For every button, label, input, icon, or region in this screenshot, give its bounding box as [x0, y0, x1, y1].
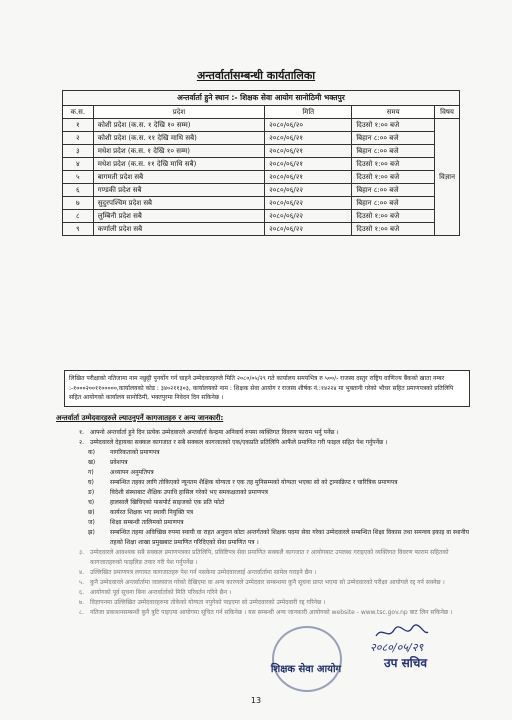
list-item: ६. आयोगको पूर्व सूचना बिना अन्तर्वार्ताको मिति परिवर्तन गरिने छैन ।	[78, 589, 232, 596]
recheck-notice: लिखित परीक्षाको नतिजामा नाम नछुट्टी पुनर्योग गर्न चाहने उम्मेदवारहरुले मिति २०८०/०५/२९ गते कार्यालय समयभित्र रु ५००/- राजस्व दस्तुर राष्ट्रिय वाणिज्य बैंकको खाता नम्बर :-१०००२००११०००००,कार्यालयको कोड : ३४०२११३०३, कार्यालयको नाम : शिक्षक सेवा आयोग र राजस्व शीर्षक नं.:१४२२४ मा भुक्तानी गरेको भौचर सहित प्रमाणपत्रको प्रतिलिपि सहित आयोगको कार्यालय सानोठिमी, भक्तपुरमा निवेदन दिन सकिनेछ ।	[64, 370, 470, 407]
sub-list-item: क) नागरिकताको प्रमाणपत्र	[88, 449, 160, 456]
signature-date: २०८०/०५/२९	[370, 641, 424, 654]
signatory-title: उप सचिव	[384, 656, 428, 670]
list-item: ७. विज्ञापनमा उल्लिखित उम्मेदवारहरुमा तोकेको योग्यता नपुगेको पाइएमा सो उम्मेदवारको उम्मेदवारी रद्द गरिनेछ ।	[78, 599, 326, 606]
cell-date: २०८०/०६/२२	[265, 210, 352, 223]
cell-sn: ३	[63, 145, 94, 158]
cell-subject: विज्ञान	[435, 119, 460, 236]
cell-province: कोशी प्रदेश (क.स. ११ देखि माथि सबै)	[93, 132, 264, 145]
cell-time: दिउसो १:०० बजे	[352, 223, 435, 236]
table-row	[63, 197, 460, 210]
list-item: ५. कुनै उम्मेदवारले अन्तर्वार्तामा जालसाज गरेको देखिएमा वा अन्य कारणले उम्मेदवार सम्बन्धमा कुनै सूचना प्राप्त भएमा सो उम्मेदवारको परीक्षा आयोगले रद्द गर्न सक्नेछ ।	[78, 579, 445, 586]
list-item: ४. उल्लिखित प्रमाणपत्र लगायत कागजातहरु पेश गर्न नसकेमा उम्मेदवारलाई अन्तर्वार्तामा सामेल गराइने छैन ।	[78, 569, 317, 576]
cell-date: २०८०/०६/२२	[265, 197, 352, 210]
section-heading: अन्तर्वार्ता उम्मेदवारहरुले ल्याउनुपर्ने कागजातहरु र अन्य जानकारी:	[56, 414, 224, 422]
sub-list-item: ज) शिक्षा सम्बन्धी तालिमको प्रमाणपत्र	[88, 519, 184, 526]
table-row	[63, 184, 460, 197]
cell-sn: ६	[63, 184, 94, 197]
list-item: ८. नतिजा प्रकाशनसम्बन्धी कुनै त्रुटि पाइएमा आयोगमा सूचित गर्न सकिनेछ । यस सम्बन्धी अन्य जानकारी आयोगको website - www.tsc.gov.np बाट लिन सकिनेछ ।	[78, 609, 453, 616]
cell-date: २०८०/०६/२०	[265, 119, 352, 132]
cell-sn: ५	[63, 171, 94, 184]
cell-date: २०८०/०६/२१	[265, 132, 352, 145]
cell-time: दिउसो १:०० बजे	[352, 171, 435, 184]
sub-list-item: ग) अध्यापन अनुमतिपत्र	[88, 469, 154, 476]
cell-sn: ४	[63, 158, 94, 171]
cell-time: बिहान ८:०० बजे	[352, 184, 435, 197]
cell-time: बिहान ८:०० बजे	[352, 145, 435, 158]
cell-sn: ९	[63, 223, 94, 236]
table-row	[63, 171, 460, 184]
cell-province: बागमती प्रदेश सबै	[93, 171, 264, 184]
col-header-subject: विषय	[435, 106, 460, 119]
cell-date: २०८०/०६/२१	[265, 145, 352, 158]
sub-list-item: ख) प्रवेशपत्र	[88, 459, 128, 466]
sub-list-item: छ) कार्यरत शिक्षक भए स्थायी नियुक्ति पत्र	[88, 509, 194, 516]
cell-sn: १	[63, 119, 94, 132]
cell-time: दिउसो १:०० बजे	[352, 158, 435, 171]
cell-date: २०८०/०६/२१	[265, 158, 352, 171]
cell-province: कोशी प्रदेश (क.स. १ देखि १० सम्म)	[93, 119, 264, 132]
list-item: २. उम्मेदवारले देहायका सक्कल कागजात र सबै सक्कल कागजातको एक/एकप्रति प्रतिलिपि आफैंले प्रमाणित गरी फाइल सहित पेश गर्नुपर्नेछ ।	[78, 439, 388, 446]
col-header-date: मिति	[265, 106, 352, 119]
table-row	[63, 210, 460, 223]
sub-list-item: च) हालसालै खिचिएको पासपोर्ट साइजको एक प्रति फोटो	[88, 499, 225, 506]
list-item: ३. उम्मेदवारले आवश्यक सबै सक्कल प्रमाणपत्रका प्रतिलिपि, प्रविष्टिपत्र सेवा प्रमाणित सक्कलै कागजात र आयोगबाट उपलब्ध गराइएको व्यक्तिगत विवरण फाराम सहितको कागजातहरुको फाइलिङ तयार गरी पेश गर्नुपर्नेछ ।	[78, 549, 449, 566]
cell-time: बिहान ८:०० बजे	[352, 132, 435, 145]
cell-province: मधेश प्रदेश (क.स. ११ देखि माथि सबै)	[93, 158, 264, 171]
seal-text: शिक्षक सेवा आयोग	[270, 664, 342, 675]
cell-province: लुम्बिनी प्रदेश सबै	[93, 210, 264, 223]
cell-sn: २	[63, 132, 94, 145]
table-row	[63, 223, 460, 236]
cell-time: दिउसो १:०० बजे	[352, 119, 435, 132]
table-row	[63, 158, 460, 171]
table-row	[63, 119, 460, 132]
cell-time: दिउसो १:०० बजे	[352, 210, 435, 223]
page-title: अन्तर्वार्तासम्बन्धी कार्यतालिका	[196, 69, 316, 82]
table-row	[63, 145, 460, 158]
cell-province: गण्डकी प्रदेश सबै	[93, 184, 264, 197]
table-row	[63, 132, 460, 145]
cell-province: मधेश प्रदेश (क.स. १ देखि १० सम्म)	[93, 145, 264, 158]
col-header-province: प्रदेश	[93, 106, 264, 119]
cell-date: २०८०/०६/२२	[265, 184, 352, 197]
cell-sn: ८	[63, 210, 94, 223]
instructions-list	[62, 428, 472, 618]
col-header-time: समय	[352, 106, 435, 119]
sub-list-item: ङ) विदेशी संस्थाबाट शैक्षिक उपाधि हासिल गरेको भए समकक्षताको प्रमाणपत्र	[88, 489, 268, 496]
list-item: १. आफ्नो अन्तर्वार्ता हुने दिन प्रत्येक उम्मेदवारले अन्तर्वार्ता केन्द्रमा अनिवार्य रुपमा व्यक्तिगत विवरण फाराम भर्नु पर्नेछ ।	[78, 429, 339, 436]
office-seal	[272, 626, 342, 692]
cell-date: २०८०/०६/२१	[265, 171, 352, 184]
cell-province: सुदुरपश्चिम प्रदेश सबै	[93, 197, 264, 210]
cell-province: कर्णाली प्रदेश सबै	[93, 223, 264, 236]
cell-date: २०८०/०६/२२	[265, 223, 352, 236]
schedule-table	[62, 90, 460, 236]
sub-list-item: घ) सम्बन्धित तहका लागि तोकिएको न्यूनतम शैक्षिक योग्यता र एक तह मुनिसम्मको योग्यता भएका सो को ट्रान्सक्रिप्ट र चारित्रिक प्रमाणपत्र	[88, 479, 398, 486]
page-number: 13	[250, 696, 262, 705]
col-header-sn: क.स.	[63, 106, 94, 119]
venue-row: अन्तर्वार्ता हुने स्थान :- शिक्षक सेवा आयोग सानोठिमी भक्तपुर	[63, 91, 460, 106]
cell-sn: ७	[63, 197, 94, 210]
cell-time: बिहान ८:०० बजे	[352, 197, 435, 210]
sub-list-item: झ) सम्बन्धित तहमा अविच्छिन्न रुपमा स्थायी वा राहत अनुदान कोटा अन्तर्गतको शिक्षक पदमा सेवा गरेका उम्मेदवारले सम्बन्धित शिक्षा विकास तथा समन्वय इकाइ वा स्थानीय तहको शिक्षा शाखा प्रमुखबाट प्रमाणित गरिदिएको सेवा प्रमाणित पत्र ।	[88, 529, 469, 546]
